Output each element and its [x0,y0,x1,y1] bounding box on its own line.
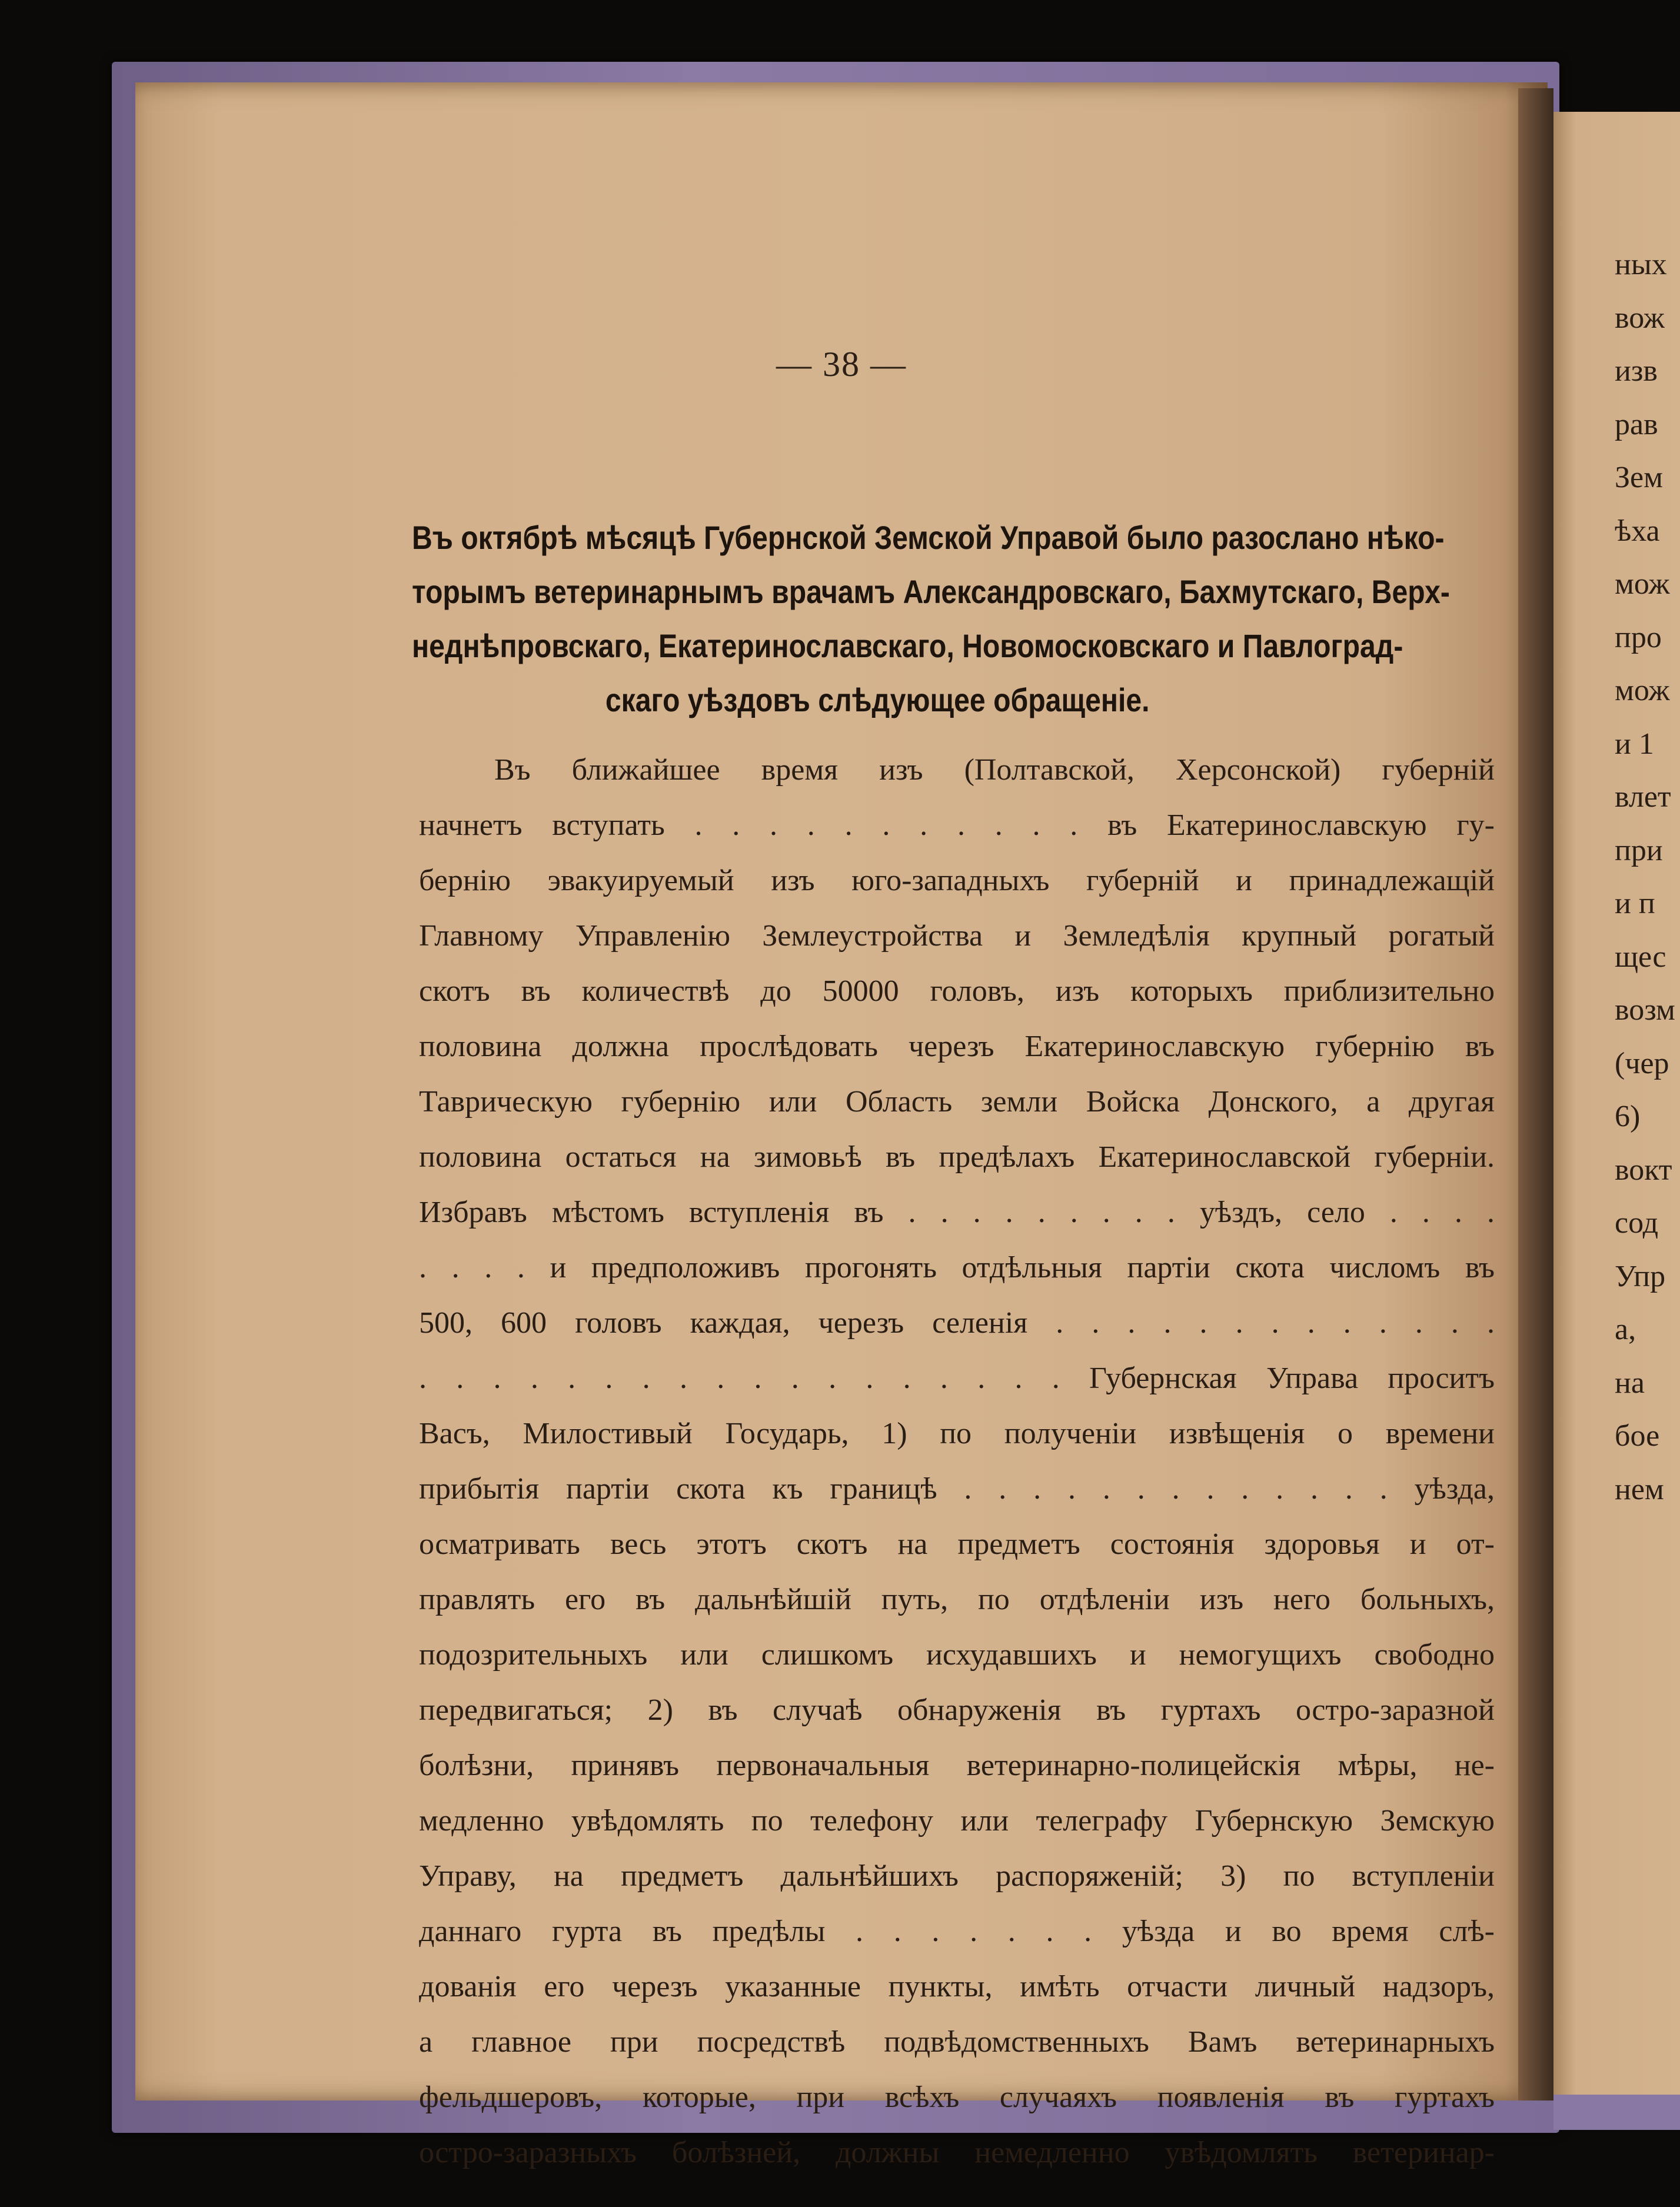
facing-page-fragment: Зем [1615,461,1664,494]
facing-page-fragment: ных [1615,248,1667,281]
facing-cover-edge [1553,2095,1680,2130]
facing-page-fragment: при [1615,833,1663,867]
facing-page-fragment: сод [1615,1206,1659,1240]
section-heading [412,511,1450,727]
text-line: болѣзни, принявъ первоначальныя ветеринарно-полицейскія мѣры, не- [419,1749,1495,1782]
heading-line: Въ октябрѣ мѣсяцѣ Губернской Земской Управой было разослано нѣко- [412,519,1445,556]
text-line: Таврическую губернію или Область земли Войска Донского, а другая [419,1085,1495,1119]
facing-page-fragment: рав [1615,407,1658,441]
text-line: прибытія партіи скота къ границѣ . . . . . . . . . . . . . уѣзда, [419,1472,1495,1506]
facing-page-fragment: а, [1615,1313,1636,1346]
text-line: . . . . и предположивъ прогонять отдѣльныя партіи скота числомъ въ [419,1251,1495,1284]
facing-page-fragment: про [1615,620,1662,654]
text-line: дованія его черезъ указанные пункты, имѣть отчасти личный надзоръ, [419,1970,1495,2003]
text-line: 500, 600 головъ каждая, черезъ селенія . . . . . . . . . . . . . [419,1306,1495,1340]
book-gutter [1518,88,1553,2101]
text-line: Главному Управленію Землеустройства и Земледѣлія крупный рогатый [419,919,1495,953]
text-line: Въ ближайшее время изъ (Полтавской, Херсонской) губерній [494,753,1495,787]
text-line: даннаго гурта въ предѣлы . . . . . . . уѣзда и во время слѣ- [419,1915,1495,1948]
facing-page-fragment: ѣха [1615,514,1660,548]
heading-line: неднѣпровскаго, Екатеринославскаго, Новомосковскаго и Павлоград- [412,627,1403,664]
facing-page-fragment: на [1615,1366,1645,1400]
text-line: половина должна прослѣдовать черезъ Екатеринославскую губернію въ [419,1030,1495,1063]
text-line: медленно увѣдомлять по телефону или телеграфу Губернскую Земскую [419,1804,1495,1837]
body-text [419,743,1495,2181]
text-line: скотъ въ количествѣ до 50000 головъ, изъ которыхъ приблизительно [419,974,1495,1008]
facing-page-fragment: (чер [1615,1046,1669,1080]
facing-page-fragment: и п [1615,887,1655,920]
text-line: начнетъ вступать . . . . . . . . . . . въ Екатеринославскую гу- [419,808,1495,842]
facing-page-fragment: возм [1615,993,1675,1027]
text-line: правлять его въ дальнѣйшій путь, по отдѣленіи изъ него больныхъ, [419,1583,1495,1616]
facing-page-fragment: и 1 [1615,727,1654,761]
page-number: — 38 — [776,345,907,384]
text-line: фельдшеровъ, которые, при всѣхъ случаяхъ появленія въ гуртахъ [419,2080,1495,2114]
facing-page-fragment: щес [1615,940,1666,974]
facing-page [1553,112,1680,2112]
text-line: подозрительныхъ или слишкомъ исхудавшихъ и немогущихъ свободно [419,1638,1495,1672]
facing-page-fragment: вож [1615,301,1665,335]
text-line: а главное при посредствѣ подвѣдомственныхъ Вамъ ветеринарныхъ [419,2025,1495,2059]
facing-page-fragment: вокт [1615,1153,1672,1187]
facing-page-fragment: 6) [1615,1100,1641,1133]
text-line: Избравъ мѣстомъ вступленія въ . . . . . . . . . уѣздъ, село . . . . [419,1196,1495,1229]
facing-page-fragment: Упр [1615,1259,1666,1293]
text-line: Управу, на предметъ дальнѣйшихъ распоряженій; 3) по вступленіи [419,1859,1495,1893]
facing-page-fragment: мож [1615,567,1670,601]
facing-page-fragment: бое [1615,1419,1660,1453]
text-line: передвигаться; 2) въ случаѣ обнаруженія въ гуртахъ остро-заразной [419,1693,1495,1727]
text-line: осматривать весь этотъ скотъ на предметъ состоянія здоровья и от- [419,1527,1495,1561]
text-line: . . . . . . . . . . . . . . . . . . Губернская Управа проситъ [419,1362,1495,1395]
heading-line: торымъ ветеринарнымъ врачамъ Александровскаго, Бахмутскаго, Верх- [412,573,1450,610]
text-line: Васъ, Милостивый Государь, 1) по полученіи извѣщенія о времени [419,1417,1495,1450]
heading-line: скаго уѣздовъ слѣдующее обращеніе. [605,681,1150,718]
text-line: бернію эвакуируемый изъ юго-западныхъ губерній и принадлежащій [419,864,1495,897]
facing-page-fragment: изв [1615,354,1658,388]
facing-page-fragment: влет [1615,780,1671,814]
text-line: половина остаться на зимовьѣ въ предѣлахъ Екатеринославской губерніи. [419,1140,1495,1174]
facing-page-fragment: мож [1615,674,1670,707]
facing-page-fragment: нем [1615,1472,1664,1506]
text-line: остро-заразныхъ болѣзней, должны немедленно увѣдомлять ветеринар- [419,2136,1495,2169]
